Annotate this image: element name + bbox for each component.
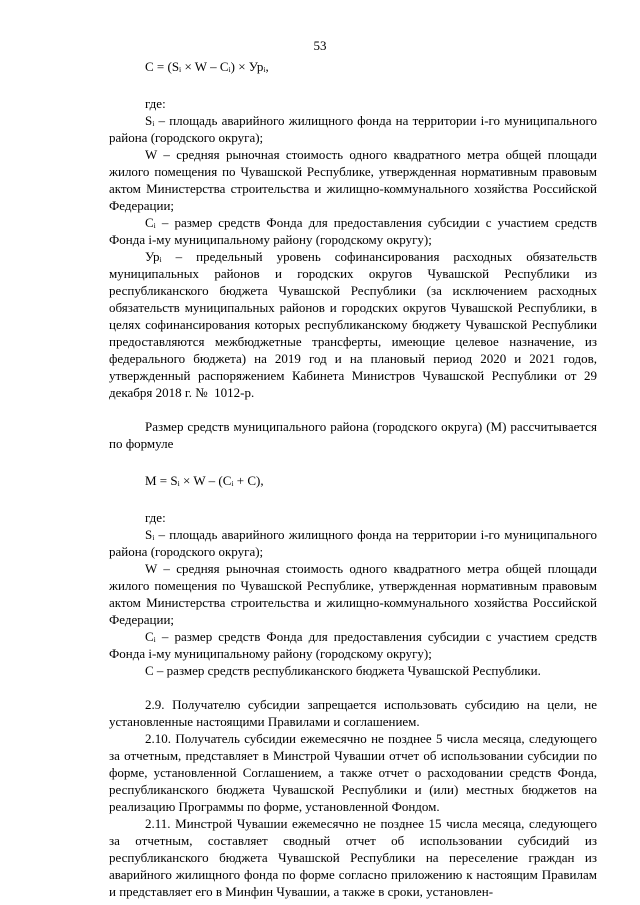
municipal-funds-intro: Размер средств муниципального района (городского округа) (M) рассчитывается по формуле (109, 419, 597, 451)
where-label: где: (145, 510, 166, 525)
formula-municipal: M = Sᵢ × W – (Cᵢ + C), (145, 473, 264, 488)
definition-paragraph: Cᵢ – размер средств Фонда для предоставления субсидии с участием средств Фонда i-му муниципальному району (городскому округу); (109, 629, 597, 661)
definition-paragraph: C – размер средств республиканского бюджета Чувашской Республики. (145, 663, 541, 678)
definition-paragraph: W – средняя рыночная стоимость одного квадратного метра общей площади жилого помещения по Чувашской Республике, утвержденная нормативным правовым актом Министерства строительства и жилищно-коммунального хозяйства Российской Федерации; (109, 561, 597, 627)
definition-paragraph: W – средняя рыночная стоимость одного квадратного метра общей площади жилого помещения по Чувашской Республике, утвержденная нормативным правовым актом Министерства строительства и жилищно-коммунального хозяйства Российской Федерации; (109, 147, 597, 213)
clause-2-10: 2.10. Получатель субсидии ежемесячно не позднее 5 числа месяца, следующего за отчетным, представляет в Минстрой Чувашии отчет об использовании субсидии по форме, установленной Соглашением, а также отчет о расходовании средств Фонда, республиканского бюджета Чувашской Республики и (или) местных бюджетов на реализацию Программы по форме, установленной Фондом. (109, 731, 597, 814)
clause-2-11: 2.11. Минстрой Чувашии ежемесячно не позднее 15 числа месяца, следующего за отчетным, составляет сводный отчет об использовании субсидий из республиканского бюджета Чувашской Республики на переселение граждан из аварийного жилищного фонда по форме согласно приложению к настоящим Правилам и представляет его в Минфин Чувашии, а также в сроки, установлен- (109, 816, 597, 899)
document-body (109, 58, 597, 900)
clause-2-9: 2.9. Получателю субсидии запрещается использовать субсидию на цели, не установленные настоящими Правилами и соглашением. (109, 697, 597, 729)
formula-subsidy: C = (Sᵢ × W – Cᵢ) × Урᵢ, (145, 59, 269, 74)
where-label: где: (145, 96, 166, 111)
definition-paragraph: Sᵢ – площадь аварийного жилищного фонда на территории i-го муниципального района (городского округа); (109, 113, 597, 145)
page-number: 53 (313, 38, 327, 53)
definition-paragraph: Sᵢ – площадь аварийного жилищного фонда на территории i-го муниципального района (городского округа); (109, 527, 597, 559)
definition-paragraph: Урᵢ – предельный уровень софинансирования расходных обязательств муниципальных районов и городских округов Чувашской Республики из республиканского бюджета Чувашской Республики (за исключением расходных обязательств муниципальных районов и городских округов Чувашской Республики, в целях софинансирования которых республиканскому бюджету Чувашской Республики предоставляются межбюджетные трансферты, имеющие целевое назначение, из федерального бюджета) на 2019 год и на плановый период 2020 и 2021 годов, утвержденный распоряжением Кабинета Министров Чувашской Республики от 29 декабря 2018 г. № 1012-р. (109, 249, 597, 400)
definition-paragraph: Cᵢ – размер средств Фонда для предоставления субсидии с участием средств Фонда i-му муниципальному району (городскому округу); (109, 215, 597, 247)
